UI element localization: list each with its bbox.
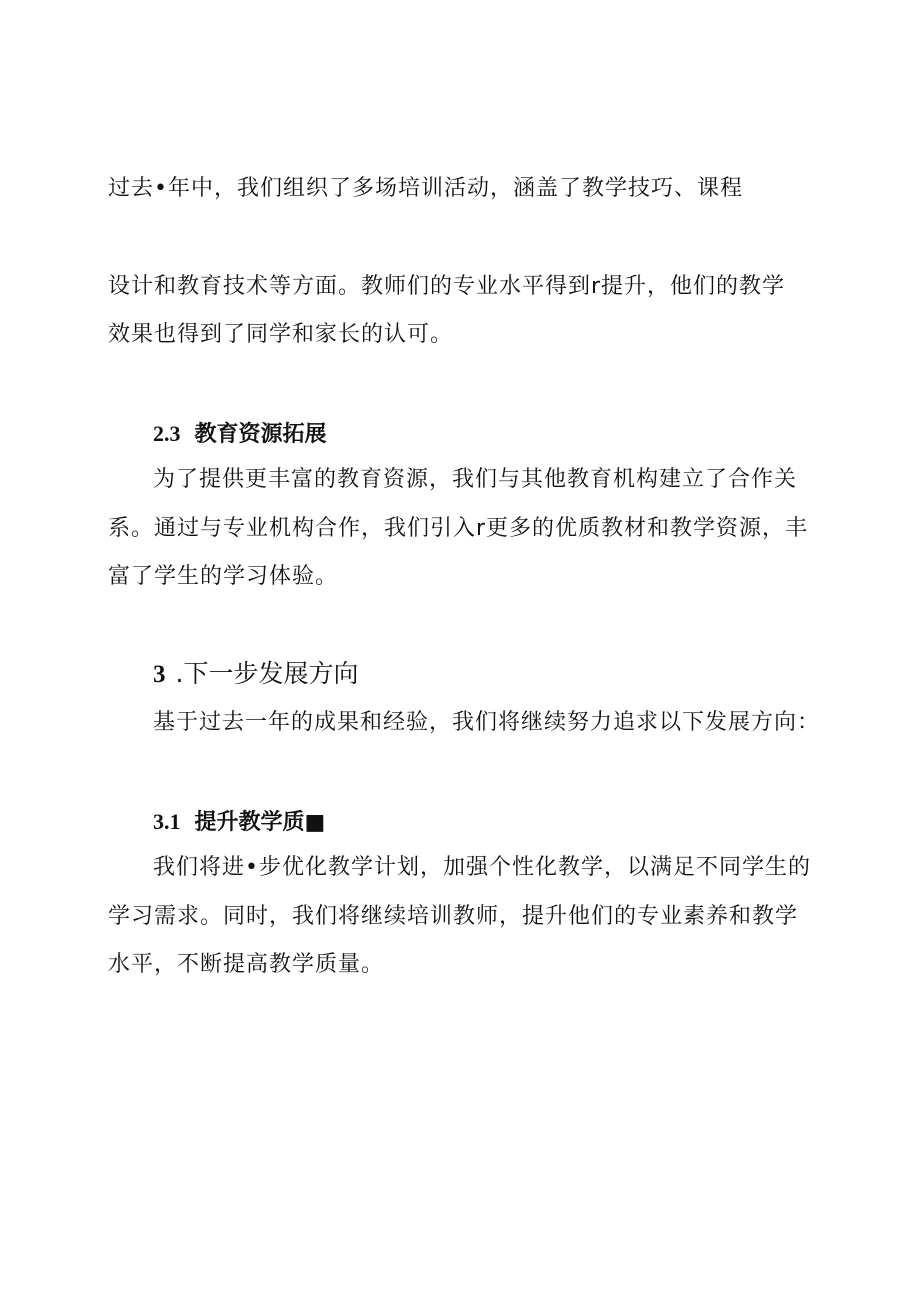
section-number: 3.1 (153, 809, 181, 834)
section-heading-3-1 (153, 807, 325, 838)
paragraph-line: 基于过去一年的成果和经验，我们将继续努力追求以下发展方向： (153, 710, 821, 735)
section-heading-3 (153, 657, 358, 692)
paragraph-line: 设计和教育技术等方面。教师们的专业水平得到r提升，他们的教学 (108, 274, 786, 299)
paragraph-line: 富了学生的学习体验。 (108, 564, 339, 589)
paragraph-line: 水平，不断提高教学质量。 (108, 952, 385, 977)
section-title: .下一步发展方向 (175, 659, 359, 688)
section-number: 2.3 (153, 421, 181, 446)
paragraph-line: 效果也得到了同学和家长的认可。 (108, 322, 454, 347)
section-heading-2-3 (153, 419, 327, 450)
section-title: 提升教学质■ (194, 810, 326, 835)
paragraph-line: 学习需求。同时，我们将继续培训教师，提升他们的专业素养和教学 (108, 904, 799, 929)
section-title: 教育资源拓展 (194, 422, 327, 447)
paragraph-line: 为了提供更丰富的教育资源，我们与其他教育机构建立了合作关 (153, 467, 798, 492)
paragraph-line: 系。通过与专业机构合作，我们引入r更多的优质教材和教学资源，丰 (108, 516, 809, 541)
paragraph-line: 过去•年中，我们组织了多场培训活动，涵盖了教学技巧、课程 (108, 176, 743, 201)
section-number: 3 (153, 661, 166, 688)
paragraph-line: 我们将进•步优化教学计划，加强个性化教学，以满足不同学生的 (153, 855, 811, 880)
